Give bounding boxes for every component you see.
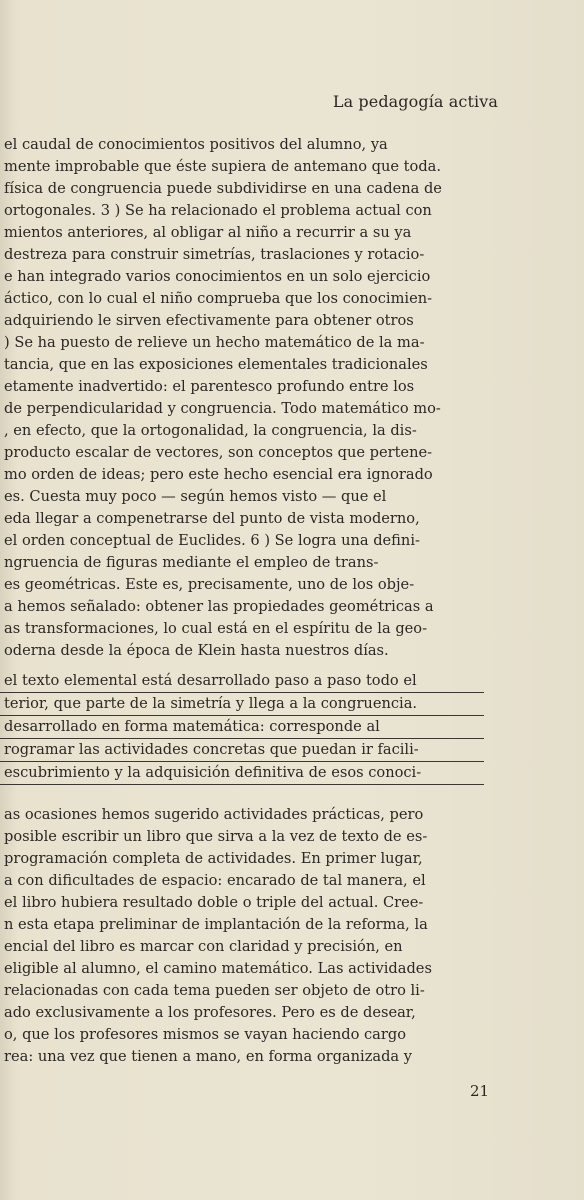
text-line: producto escalar de vectores, son conceptos que pertene- <box>4 444 433 461</box>
text-line: destreza para construir simetrías, traslaciones y rotacio- <box>4 246 425 263</box>
text-line: n esta etapa preliminar de implantación de la reforma, la <box>4 916 428 933</box>
text-line: es geométricas. Este es, precisamente, uno de los obje- <box>4 576 415 593</box>
text-line: oderna desde la época de Klein hasta nuestros días. <box>4 642 389 659</box>
text-line: el texto elemental está desarrollado paso a paso todo el <box>0 670 484 693</box>
running-header: La pedagogía activa <box>332 92 498 111</box>
text-line: tancia, que en las exposiciones elementales tradicionales <box>4 356 428 373</box>
text-line: encial del libro es marcar con claridad y precisión, en <box>4 938 403 955</box>
text-line: ado exclusivamente a los profesores. Pero es de desear, <box>4 1004 416 1021</box>
text-line: ortogonales. 3 ) Se ha relacionado el problema actual con <box>4 202 432 219</box>
text-line: programación completa de actividades. En primer lugar, <box>4 850 423 867</box>
text-line: relacionadas con cada tema pueden ser objeto de otro li- <box>4 982 425 999</box>
text-line: etamente inadvertido: el parentesco profundo entre los <box>4 378 415 395</box>
text-line: mientos anteriores, al obligar al niño a recurrir a su ya <box>4 224 412 241</box>
text-line: as ocasiones hemos sugerido actividades prácticas, pero <box>4 806 424 823</box>
text-line: ) Se ha puesto de relieve un hecho matemático de la ma- <box>4 334 425 351</box>
text-line: terior, que parte de la simetría y llega a la congruencia. <box>0 693 484 716</box>
text-line: as transformaciones, lo cual está en el espíritu de la geo- <box>4 620 428 637</box>
text-line: desarrollado en forma matemática: corresponde al <box>0 716 484 739</box>
text-line: mente improbable que éste supiera de antemano que toda. <box>4 158 442 175</box>
text-line: física de congruencia puede subdividirse en una cadena de <box>4 180 442 197</box>
text-line: áctico, con lo cual el niño comprueba que los conocimien- <box>4 290 433 307</box>
page-number: 21 <box>470 1082 490 1100</box>
paragraph-3 <box>0 804 584 1068</box>
text-line: es. Cuesta muy poco — según hemos visto — que el <box>4 488 387 505</box>
paragraph-2-underlined <box>0 670 584 785</box>
text-line: el orden conceptual de Euclides. 6 ) Se logra una defini- <box>4 532 420 549</box>
text-line: de perpendicularidad y congruencia. Todo matemático mo- <box>4 400 441 417</box>
text-line: , en efecto, que la ortogonalidad, la congruencia, la dis- <box>4 422 417 439</box>
text-line: a hemos señalado: obtener las propiedades geométricas a <box>4 598 434 615</box>
text-line: el libro hubiera resultado doble o triple del actual. Cree- <box>4 894 424 911</box>
text-line: e han integrado varios conocimientos en un solo ejercicio <box>4 268 431 285</box>
text-line: escubrimiento y la adquisición definitiva de esos conoci- <box>0 762 484 785</box>
text-line: posible escribir un libro que sirva a la vez de texto de es- <box>4 828 428 845</box>
text-line: rea: una vez que tienen a mano, en forma organizada y <box>4 1048 413 1065</box>
paragraph-1 <box>0 134 584 662</box>
text-line: rogramar las actividades concretas que puedan ir facili- <box>0 739 484 762</box>
text-line: mo orden de ideas; pero este hecho esencial era ignorado <box>4 466 433 483</box>
text-line: ngruencia de figuras mediante el empleo de trans- <box>4 554 379 571</box>
text-line: o, que los profesores mismos se vayan haciendo cargo <box>4 1026 406 1043</box>
text-line: el caudal de conocimientos positivos del alumno, ya <box>4 136 388 153</box>
text-line: a con dificultades de espacio: encarado de tal manera, el <box>4 872 426 889</box>
text-line: eda llegar a compenetrarse del punto de vista moderno, <box>4 510 420 527</box>
text-line: eligible al alumno, el camino matemático. Las actividades <box>4 960 432 977</box>
text-line: adquiriendo le sirven efectivamente para obtener otros <box>4 312 414 329</box>
